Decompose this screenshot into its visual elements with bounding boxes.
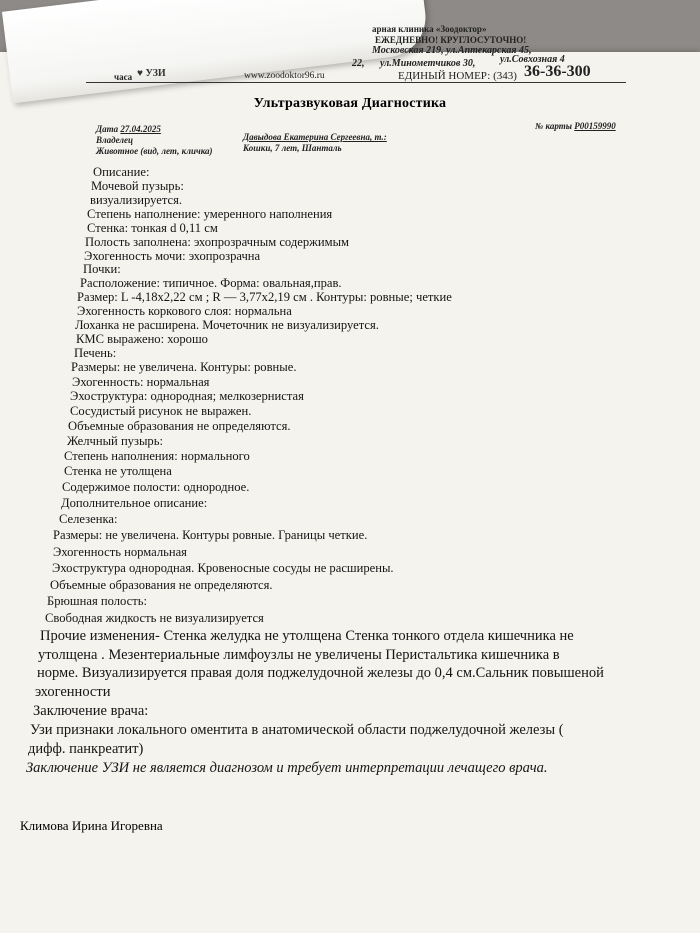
report-line: Селезенка: (59, 512, 118, 526)
header-divider (86, 82, 626, 83)
card-row (535, 121, 616, 131)
owner-name: Давыдова Екатерина Сергеевна, т.: (243, 132, 387, 142)
clinic-name: арная клиника «Зоодоктор» (372, 24, 487, 34)
clinic-website: www.zoodoktor96.ru (244, 71, 325, 81)
owner-row (243, 132, 469, 143)
report-line: Брюшная полость: (47, 594, 148, 608)
report-line: Размеры: не увеличена. Контуры ровные. Границы четкие. (53, 528, 368, 542)
clinic-logo-icon: ♥ УЗИ (137, 68, 166, 79)
report-line: Почки: (83, 262, 121, 276)
report-line: норме. Визуализируется правая доля поджелудочной железы до 0,4 см.Сальник повышеной (37, 665, 604, 681)
left-fragment: часа (114, 72, 133, 82)
report-line: Степень наполнение: умеренного наполнения (87, 207, 333, 221)
report-line: Стенка не утолщена (64, 464, 172, 478)
report-line: Эхогенность мочи: эхопрозрачна (84, 249, 261, 263)
report-line: Эхоструктура: однородная; мелкозернистая (70, 389, 304, 403)
report-line: Полость заполнена: эхопрозрачным содержимым (85, 235, 349, 249)
report-line: Мочевой пузырь: (91, 179, 184, 193)
animal-label: Животное (вид, лет, кличка) (96, 146, 213, 156)
report-line: Заключение врача: (33, 703, 149, 719)
report-line: дифф. панкреатит) (28, 741, 144, 757)
report-line: визуализируется. (90, 193, 183, 207)
date-row (96, 124, 161, 134)
date-value: 27.04.2025 (120, 124, 161, 134)
owner-label: Владелец (96, 135, 133, 145)
report-line: Узи признаки локального оментита в анатомической области поджелудочной железы ( (30, 722, 564, 738)
clinic-address-2-prefix: 22, (352, 58, 365, 69)
report-line: Объемные образования не определяются. (50, 578, 273, 592)
card-number: Р00159990 (574, 121, 616, 131)
report-line: Эхогенность нормальная (53, 545, 187, 559)
report-line: Эхоструктура однородная. Кровеносные сосуды не расширены. (52, 561, 394, 575)
report-line: Содержимое полости: однородное. (62, 480, 250, 494)
clinic-address-2a: ул.Минометчиков 30, (380, 58, 476, 69)
report-line: эхогенности (35, 684, 111, 700)
report-line: Сосудистый рисунок не выражен. (70, 404, 252, 418)
report-line: Объемные образования не определяются. (68, 419, 291, 433)
report-line: Размеры: не увеличена. Контуры: ровные. (71, 360, 297, 374)
report-line: Печень: (74, 346, 117, 360)
report-line: Стенка: тонкая d 0,11 см (87, 221, 218, 235)
clinic-address-1: Московская 219, ул.Аптекарская 45, (372, 45, 532, 56)
report-line: Прочие изменения- Стенка желудка не утолщена Стенка тонкого отдела кишечника не (40, 628, 574, 644)
phone-label: ЕДИНЫЙ НОМЕР: (343) (398, 70, 517, 82)
report-line: Дополнительное описание: (61, 496, 208, 510)
report-line: Лоханка не расширена. Мочеточник не визуализируется. (75, 318, 379, 332)
phone-number: 36-36-300 (524, 63, 591, 80)
report-line: Степень наполнения: нормального (64, 449, 250, 463)
report-line: Размер: L -4,18х2,22 см ; R — 3,77х2,19 см . Контуры: ровные; четкие (77, 290, 452, 304)
report-line: КМС выражено: хорошо (76, 332, 208, 346)
report-line: утолщена . Мезентериальные лимфоузлы не увеличены Перистальтика кишечника в (38, 647, 560, 663)
date-label: Дата (96, 124, 119, 134)
report-line: Желчный пузырь: (67, 434, 163, 448)
card-label: № карты (535, 121, 572, 131)
redacted-phone (389, 133, 469, 143)
clinic-address-2b: ул.Совхозная 4 (500, 54, 565, 65)
report-line: Расположение: типичное. Форма: овальная,прав. (80, 276, 342, 290)
doctor-signature: Климова Ирина Игоревна (20, 818, 163, 833)
animal-value: Кошки, 7 лет, Шанталь (243, 143, 342, 153)
clinic-hours: ЕЖЕДНЕВНО! КРУГЛОСУТОЧНО! (375, 35, 527, 45)
report-line: Свободная жидкость не визуализируется (45, 611, 264, 625)
report-line: Заключение УЗИ не является диагнозом и требует интерпретации лечащего врача. (26, 760, 548, 776)
report-line: Описание: (93, 165, 150, 179)
report-line: Эхогенность: нормальная (72, 375, 210, 389)
report-line: Эхогенность коркового слоя: нормальна (77, 304, 292, 318)
page-title: Ультразвуковая Диагностика (253, 96, 447, 111)
